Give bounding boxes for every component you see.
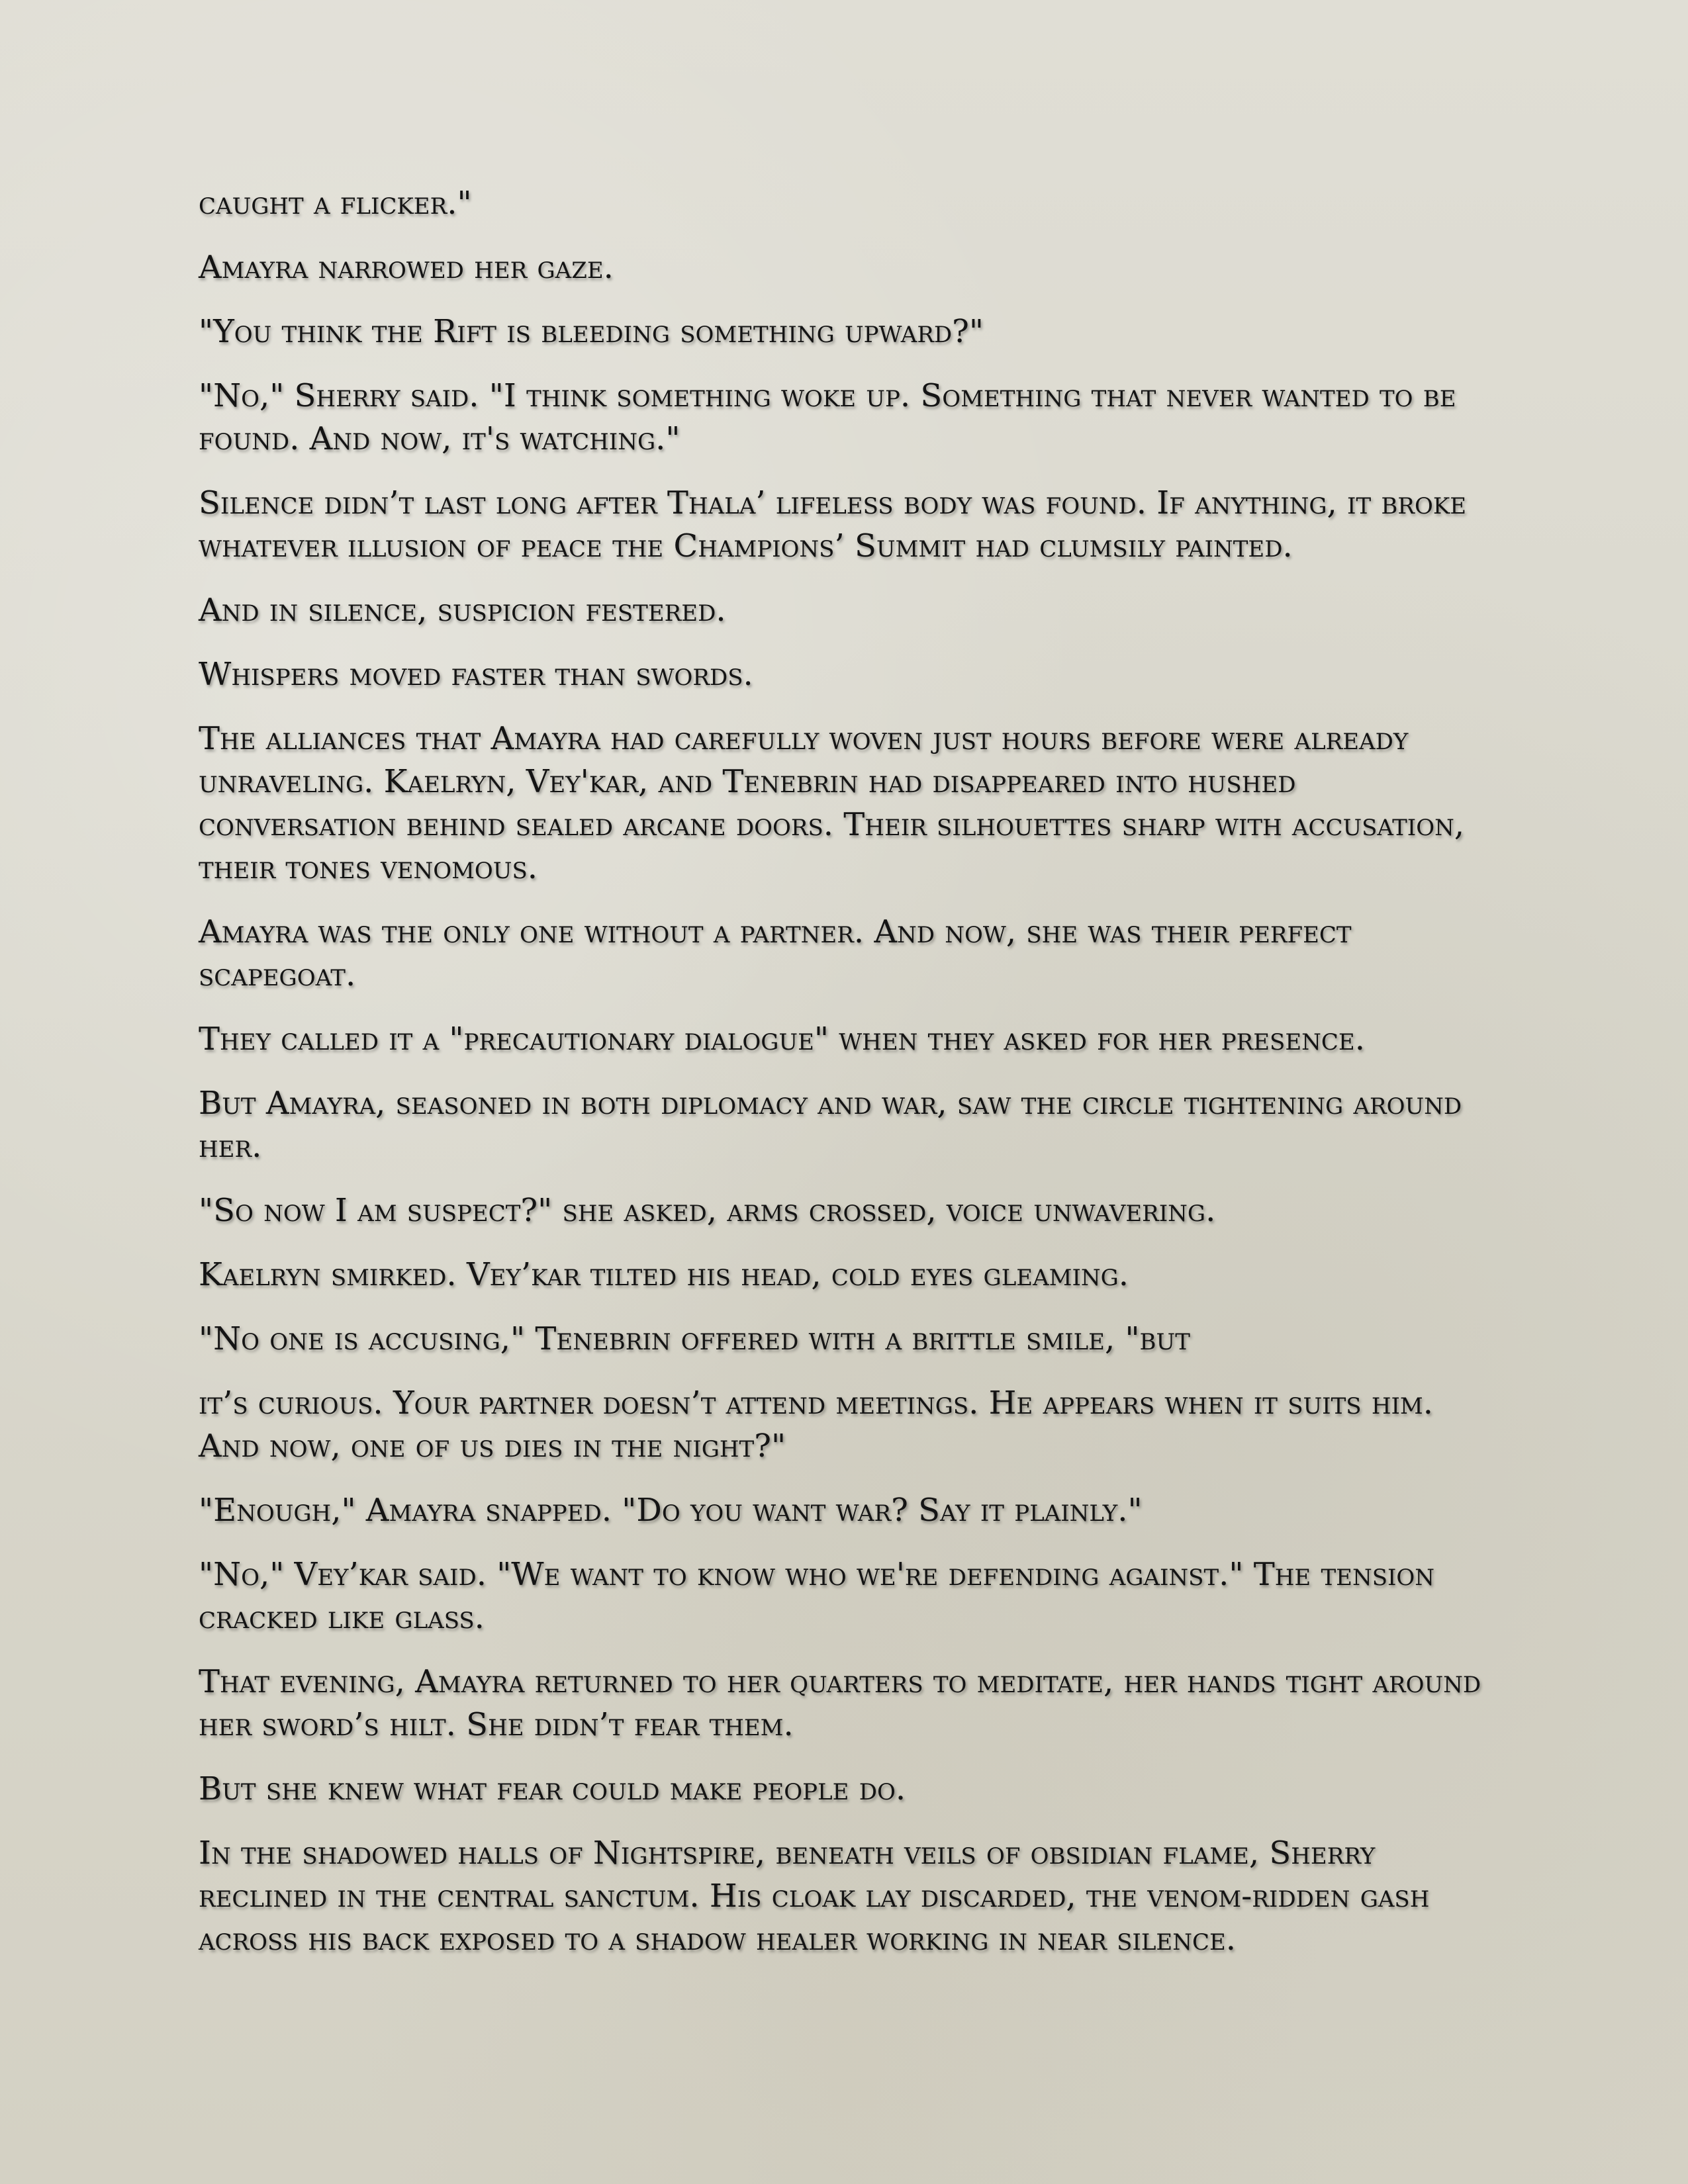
- paragraph: "No," Vey’kar said. "We want to know who we're defending against." The tension cracked like glass.: [199, 1556, 1435, 1636]
- paragraph: Whispers moved faster than swords.: [199, 656, 753, 693]
- paragraph: caught a flicker.": [199, 185, 472, 222]
- paragraph: But she knew what fear could make people do.: [199, 1770, 906, 1807]
- paragraph: The alliances that Amayra had carefully woven just hours before were already unraveling. Kaelryn, Vey'kar, and Tenebrin had disappeared into hushed conversation behind sealed arcane doors. Their silhouettes sharp with accusation, their tones venomous.: [199, 720, 1465, 886]
- paragraph: Amayra narrowed her gaze.: [199, 249, 614, 286]
- paragraph: They called it a "precautionary dialogue" when they asked for her presence.: [199, 1021, 1365, 1058]
- paragraph: Kaelryn smirked. Vey’kar tilted his head, cold eyes gleaming.: [199, 1256, 1129, 1293]
- paragraph: "You think the Rift is bleeding something upward?": [199, 313, 984, 350]
- paragraph: "No," Sherry said. "I think something woke up. Something that never wanted to be found. And now, it's watching.": [199, 377, 1456, 457]
- paragraph: "Enough," Amayra snapped. "Do you want war? Say it plainly.": [199, 1492, 1143, 1529]
- paragraph: In the shadowed halls of Nightspire, beneath veils of obsidian flame, Sherry reclined in the central sanctum. His cloak lay discarded, the venom-ridden gash across his back exposed to a shadow healer working in near silence.: [199, 1835, 1430, 1958]
- paragraph: And in silence, suspicion festered.: [199, 592, 726, 629]
- paragraph: "So now I am suspect?" she asked, arms crossed, voice unwavering.: [199, 1192, 1216, 1229]
- paragraph: "No one is accusing," Tenebrin offered with a brittle smile, "but: [199, 1320, 1190, 1357]
- paragraph: it’s curious. Your partner doesn’t attend meetings. He appears when it suits him. And now, one of us dies in the night?": [199, 1385, 1433, 1465]
- paragraph: Amayra was the only one without a partner. And now, she was their perfect scapegoat.: [199, 913, 1352, 993]
- paragraph: But Amayra, seasoned in both diplomacy and war, saw the circle tightening around her.: [199, 1085, 1462, 1165]
- story-text: [199, 182, 1496, 1982]
- paragraph: Silence didn’t last long after Thala’ lifeless body was found. If anything, it broke whatever illusion of peace the Champions’ Summit had clumsily painted.: [199, 484, 1467, 565]
- paragraph: That evening, Amayra returned to her quarters to meditate, her hands tight around her sword’s hilt. She didn’t fear them.: [199, 1663, 1481, 1743]
